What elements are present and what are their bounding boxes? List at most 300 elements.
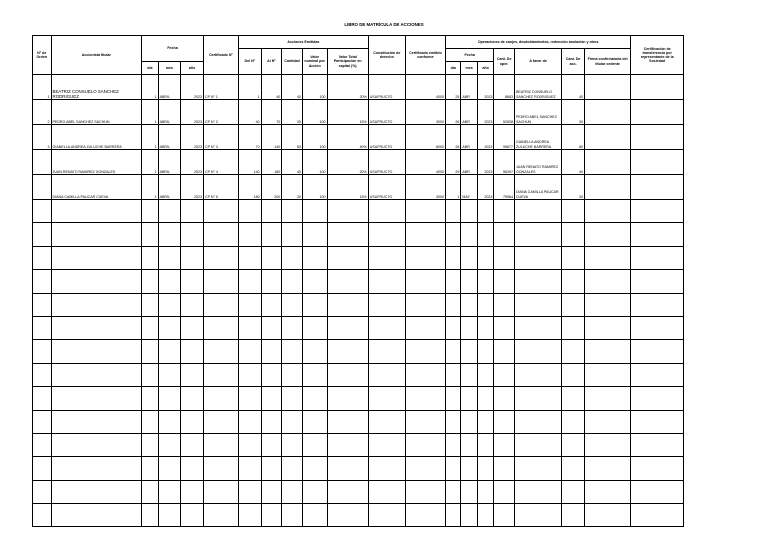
empty-cell[interactable] [445, 504, 460, 527]
empty-cell[interactable] [327, 387, 368, 410]
empty-cell[interactable] [238, 270, 261, 293]
empty-cell[interactable] [142, 316, 158, 339]
empty-cell[interactable] [142, 480, 158, 503]
empty-cell[interactable] [203, 363, 238, 386]
empty-cell[interactable] [405, 504, 445, 527]
empty-cell[interactable] [445, 480, 460, 503]
empty-cell[interactable] [51, 387, 142, 410]
empty-cell[interactable] [584, 433, 630, 456]
empty-cell[interactable] [158, 246, 181, 269]
empty-cell[interactable] [142, 363, 158, 386]
empty-cell[interactable] [514, 340, 561, 363]
empty-cell[interactable] [445, 340, 460, 363]
cell-certificacion[interactable] [631, 150, 684, 175]
empty-cell[interactable] [445, 270, 460, 293]
empty-cell[interactable] [584, 410, 630, 433]
empty-cell[interactable] [562, 433, 585, 456]
empty-cell[interactable] [514, 504, 561, 527]
empty-cell[interactable] [181, 410, 204, 433]
empty-cell[interactable] [514, 200, 561, 223]
empty-cell[interactable] [327, 504, 368, 527]
empty-cell[interactable] [261, 293, 282, 316]
empty-cell[interactable] [405, 293, 445, 316]
empty-cell[interactable] [33, 480, 52, 503]
empty-cell[interactable] [584, 200, 630, 223]
empty-cell[interactable] [238, 433, 261, 456]
empty-cell[interactable] [562, 480, 585, 503]
empty-cell[interactable] [261, 480, 282, 503]
empty-cell[interactable] [33, 363, 52, 386]
empty-cell[interactable] [584, 480, 630, 503]
empty-cell[interactable] [405, 433, 445, 456]
empty-cell[interactable] [368, 270, 405, 293]
empty-cell[interactable] [494, 504, 515, 527]
empty-cell[interactable] [494, 480, 515, 503]
empty-cell[interactable] [203, 293, 238, 316]
empty-cell[interactable] [33, 387, 52, 410]
empty-cell[interactable] [631, 316, 684, 339]
empty-cell[interactable] [181, 270, 204, 293]
empty-cell[interactable] [368, 457, 405, 480]
empty-cell[interactable] [494, 387, 515, 410]
empty-cell[interactable] [461, 223, 477, 246]
empty-cell[interactable] [33, 246, 52, 269]
empty-cell[interactable] [142, 270, 158, 293]
empty-cell[interactable] [158, 363, 181, 386]
empty-cell[interactable] [584, 246, 630, 269]
empty-cell[interactable] [584, 387, 630, 410]
empty-cell[interactable] [514, 246, 561, 269]
empty-cell[interactable] [368, 410, 405, 433]
empty-cell[interactable] [514, 363, 561, 386]
cell-firma[interactable] [584, 150, 630, 175]
empty-cell[interactable] [51, 363, 142, 386]
empty-cell[interactable] [238, 316, 261, 339]
empty-cell[interactable] [302, 270, 327, 293]
empty-cell[interactable] [631, 433, 684, 456]
empty-cell[interactable] [181, 293, 204, 316]
empty-cell[interactable] [33, 270, 52, 293]
empty-cell[interactable] [142, 223, 158, 246]
empty-cell[interactable] [282, 504, 303, 527]
empty-cell[interactable] [158, 433, 181, 456]
empty-cell[interactable] [302, 433, 327, 456]
empty-cell[interactable] [302, 387, 327, 410]
empty-cell[interactable] [584, 340, 630, 363]
empty-cell[interactable] [327, 200, 368, 223]
empty-cell[interactable] [368, 316, 405, 339]
empty-cell[interactable] [477, 200, 493, 223]
empty-cell[interactable] [282, 363, 303, 386]
empty-cell[interactable] [445, 246, 460, 269]
empty-cell[interactable] [461, 480, 477, 503]
empty-cell[interactable] [514, 293, 561, 316]
empty-cell[interactable] [514, 480, 561, 503]
empty-cell[interactable] [631, 504, 684, 527]
empty-cell[interactable] [261, 457, 282, 480]
empty-cell[interactable] [327, 480, 368, 503]
empty-cell[interactable] [327, 246, 368, 269]
empty-cell[interactable] [327, 457, 368, 480]
empty-cell[interactable] [158, 316, 181, 339]
empty-cell[interactable] [261, 410, 282, 433]
empty-cell[interactable] [494, 316, 515, 339]
empty-cell[interactable] [514, 223, 561, 246]
empty-cell[interactable] [238, 246, 261, 269]
empty-cell[interactable] [327, 316, 368, 339]
empty-cell[interactable] [405, 457, 445, 480]
empty-cell[interactable] [477, 480, 493, 503]
empty-cell[interactable] [158, 200, 181, 223]
empty-cell[interactable] [477, 270, 493, 293]
empty-cell[interactable] [368, 200, 405, 223]
empty-cell[interactable] [142, 246, 158, 269]
empty-cell[interactable] [33, 316, 52, 339]
empty-cell[interactable] [445, 433, 460, 456]
empty-cell[interactable] [282, 433, 303, 456]
empty-cell[interactable] [238, 504, 261, 527]
empty-cell[interactable] [461, 363, 477, 386]
empty-cell[interactable] [33, 293, 52, 316]
empty-cell[interactable] [562, 410, 585, 433]
empty-cell[interactable] [238, 363, 261, 386]
empty-cell[interactable] [302, 200, 327, 223]
empty-cell[interactable] [445, 410, 460, 433]
empty-cell[interactable] [302, 363, 327, 386]
empty-cell[interactable] [477, 363, 493, 386]
empty-cell[interactable] [494, 246, 515, 269]
empty-cell[interactable] [514, 457, 561, 480]
empty-cell[interactable] [203, 457, 238, 480]
empty-cell[interactable] [477, 316, 493, 339]
empty-cell[interactable] [33, 457, 52, 480]
empty-cell[interactable] [181, 457, 204, 480]
empty-cell[interactable] [282, 270, 303, 293]
empty-cell[interactable] [158, 340, 181, 363]
empty-cell[interactable] [261, 200, 282, 223]
empty-cell[interactable] [405, 316, 445, 339]
empty-cell[interactable] [302, 504, 327, 527]
empty-cell[interactable] [327, 223, 368, 246]
empty-cell[interactable] [631, 457, 684, 480]
empty-cell[interactable] [514, 410, 561, 433]
empty-cell[interactable] [203, 410, 238, 433]
empty-cell[interactable] [562, 340, 585, 363]
empty-cell[interactable] [368, 293, 405, 316]
empty-cell[interactable] [461, 340, 477, 363]
empty-cell[interactable] [181, 340, 204, 363]
empty-cell[interactable] [282, 410, 303, 433]
empty-cell[interactable] [461, 410, 477, 433]
empty-cell[interactable] [368, 504, 405, 527]
empty-cell[interactable] [33, 433, 52, 456]
empty-cell[interactable] [51, 200, 142, 223]
empty-cell[interactable] [477, 246, 493, 269]
empty-cell[interactable] [514, 316, 561, 339]
empty-cell[interactable] [494, 200, 515, 223]
empty-cell[interactable] [562, 363, 585, 386]
empty-cell[interactable] [33, 410, 52, 433]
empty-cell[interactable] [181, 433, 204, 456]
empty-cell[interactable] [368, 480, 405, 503]
empty-cell[interactable] [203, 270, 238, 293]
empty-cell[interactable] [405, 340, 445, 363]
empty-cell[interactable] [631, 480, 684, 503]
empty-cell[interactable] [261, 433, 282, 456]
empty-cell[interactable] [302, 316, 327, 339]
cell-firma[interactable] [584, 75, 630, 100]
empty-cell[interactable] [158, 387, 181, 410]
empty-cell[interactable] [302, 246, 327, 269]
empty-cell[interactable] [142, 410, 158, 433]
cell-firma[interactable] [584, 175, 630, 200]
empty-cell[interactable] [494, 457, 515, 480]
empty-cell[interactable] [282, 246, 303, 269]
empty-cell[interactable] [51, 316, 142, 339]
empty-cell[interactable] [51, 223, 142, 246]
empty-cell[interactable] [405, 363, 445, 386]
empty-cell[interactable] [327, 270, 368, 293]
empty-cell[interactable] [51, 270, 142, 293]
empty-cell[interactable] [405, 270, 445, 293]
empty-cell[interactable] [368, 387, 405, 410]
empty-cell[interactable] [562, 293, 585, 316]
cell-firma[interactable] [584, 100, 630, 125]
empty-cell[interactable] [327, 410, 368, 433]
empty-cell[interactable] [631, 200, 684, 223]
empty-cell[interactable] [461, 316, 477, 339]
empty-cell[interactable] [562, 200, 585, 223]
empty-cell[interactable] [282, 340, 303, 363]
empty-cell[interactable] [584, 316, 630, 339]
empty-cell[interactable] [405, 223, 445, 246]
empty-cell[interactable] [282, 457, 303, 480]
empty-cell[interactable] [477, 340, 493, 363]
empty-cell[interactable] [477, 433, 493, 456]
empty-cell[interactable] [327, 340, 368, 363]
empty-cell[interactable] [142, 293, 158, 316]
empty-cell[interactable] [261, 270, 282, 293]
empty-cell[interactable] [368, 433, 405, 456]
empty-cell[interactable] [631, 410, 684, 433]
empty-cell[interactable] [282, 316, 303, 339]
empty-cell[interactable] [181, 504, 204, 527]
empty-cell[interactable] [445, 293, 460, 316]
empty-cell[interactable] [562, 457, 585, 480]
empty-cell[interactable] [477, 387, 493, 410]
empty-cell[interactable] [302, 457, 327, 480]
empty-cell[interactable] [461, 293, 477, 316]
cell-certificacion[interactable] [631, 125, 684, 150]
empty-cell[interactable] [494, 270, 515, 293]
cell-certificacion[interactable] [631, 100, 684, 125]
empty-cell[interactable] [445, 200, 460, 223]
empty-cell[interactable] [158, 410, 181, 433]
empty-cell[interactable] [405, 387, 445, 410]
empty-cell[interactable] [631, 293, 684, 316]
empty-cell[interactable] [302, 293, 327, 316]
empty-cell[interactable] [445, 363, 460, 386]
empty-cell[interactable] [477, 457, 493, 480]
empty-cell[interactable] [51, 410, 142, 433]
empty-cell[interactable] [368, 363, 405, 386]
empty-cell[interactable] [302, 340, 327, 363]
empty-cell[interactable] [33, 340, 52, 363]
empty-cell[interactable] [445, 457, 460, 480]
empty-cell[interactable] [181, 387, 204, 410]
empty-cell[interactable] [562, 316, 585, 339]
empty-cell[interactable] [461, 270, 477, 293]
empty-cell[interactable] [181, 316, 204, 339]
empty-cell[interactable] [494, 363, 515, 386]
empty-cell[interactable] [261, 387, 282, 410]
empty-cell[interactable] [181, 480, 204, 503]
empty-cell[interactable] [461, 504, 477, 527]
empty-cell[interactable] [327, 433, 368, 456]
empty-cell[interactable] [158, 480, 181, 503]
empty-cell[interactable] [494, 293, 515, 316]
empty-cell[interactable] [631, 223, 684, 246]
empty-cell[interactable] [142, 200, 158, 223]
empty-cell[interactable] [327, 363, 368, 386]
empty-cell[interactable] [302, 480, 327, 503]
empty-cell[interactable] [158, 293, 181, 316]
empty-cell[interactable] [631, 340, 684, 363]
empty-cell[interactable] [584, 457, 630, 480]
empty-cell[interactable] [461, 246, 477, 269]
empty-cell[interactable] [327, 293, 368, 316]
empty-cell[interactable] [302, 410, 327, 433]
empty-cell[interactable] [461, 200, 477, 223]
empty-cell[interactable] [142, 457, 158, 480]
empty-cell[interactable] [203, 316, 238, 339]
empty-cell[interactable] [261, 363, 282, 386]
empty-cell[interactable] [261, 316, 282, 339]
empty-cell[interactable] [33, 223, 52, 246]
empty-cell[interactable] [461, 433, 477, 456]
empty-cell[interactable] [477, 293, 493, 316]
empty-cell[interactable] [494, 223, 515, 246]
empty-cell[interactable] [238, 457, 261, 480]
empty-cell[interactable] [562, 387, 585, 410]
empty-cell[interactable] [494, 433, 515, 456]
empty-cell[interactable] [494, 410, 515, 433]
empty-cell[interactable] [405, 410, 445, 433]
empty-cell[interactable] [33, 200, 52, 223]
empty-cell[interactable] [584, 363, 630, 386]
cell-certificacion[interactable] [631, 175, 684, 200]
empty-cell[interactable] [584, 504, 630, 527]
empty-cell[interactable] [51, 433, 142, 456]
empty-cell[interactable] [282, 223, 303, 246]
empty-cell[interactable] [203, 480, 238, 503]
empty-cell[interactable] [51, 504, 142, 527]
empty-cell[interactable] [261, 504, 282, 527]
empty-cell[interactable] [51, 340, 142, 363]
empty-cell[interactable] [203, 387, 238, 410]
cell-firma[interactable] [584, 125, 630, 150]
empty-cell[interactable] [261, 340, 282, 363]
empty-cell[interactable] [368, 246, 405, 269]
empty-cell[interactable] [181, 363, 204, 386]
empty-cell[interactable] [142, 433, 158, 456]
empty-cell[interactable] [158, 270, 181, 293]
empty-cell[interactable] [142, 504, 158, 527]
empty-cell[interactable] [562, 504, 585, 527]
empty-cell[interactable] [142, 340, 158, 363]
empty-cell[interactable] [203, 504, 238, 527]
empty-cell[interactable] [302, 223, 327, 246]
empty-cell[interactable] [238, 223, 261, 246]
empty-cell[interactable] [158, 457, 181, 480]
empty-cell[interactable] [514, 387, 561, 410]
empty-cell[interactable] [158, 504, 181, 527]
empty-cell[interactable] [405, 480, 445, 503]
empty-cell[interactable] [203, 200, 238, 223]
empty-cell[interactable] [584, 293, 630, 316]
empty-cell[interactable] [282, 480, 303, 503]
empty-cell[interactable] [282, 293, 303, 316]
empty-cell[interactable] [181, 246, 204, 269]
empty-cell[interactable] [238, 387, 261, 410]
empty-cell[interactable] [514, 433, 561, 456]
empty-cell[interactable] [238, 410, 261, 433]
empty-cell[interactable] [405, 200, 445, 223]
empty-cell[interactable] [238, 480, 261, 503]
empty-cell[interactable] [33, 504, 52, 527]
empty-cell[interactable] [51, 293, 142, 316]
empty-cell[interactable] [445, 223, 460, 246]
empty-cell[interactable] [562, 270, 585, 293]
empty-cell[interactable] [368, 223, 405, 246]
empty-cell[interactable] [477, 223, 493, 246]
empty-cell[interactable] [477, 504, 493, 527]
empty-cell[interactable] [584, 270, 630, 293]
empty-cell[interactable] [238, 293, 261, 316]
empty-cell[interactable] [181, 223, 204, 246]
empty-cell[interactable] [51, 457, 142, 480]
empty-cell[interactable] [238, 340, 261, 363]
empty-cell[interactable] [562, 246, 585, 269]
empty-cell[interactable] [368, 340, 405, 363]
empty-cell[interactable] [584, 223, 630, 246]
empty-cell[interactable] [494, 340, 515, 363]
empty-cell[interactable] [261, 246, 282, 269]
empty-cell[interactable] [203, 246, 238, 269]
empty-cell[interactable] [142, 387, 158, 410]
empty-cell[interactable] [282, 200, 303, 223]
empty-cell[interactable] [405, 246, 445, 269]
empty-cell[interactable] [461, 387, 477, 410]
empty-cell[interactable] [158, 223, 181, 246]
empty-cell[interactable] [445, 316, 460, 339]
empty-cell[interactable] [181, 200, 204, 223]
empty-cell[interactable] [203, 340, 238, 363]
empty-cell[interactable] [514, 270, 561, 293]
empty-cell[interactable] [238, 200, 261, 223]
empty-cell[interactable] [51, 246, 142, 269]
empty-cell[interactable] [203, 223, 238, 246]
empty-cell[interactable] [282, 387, 303, 410]
empty-cell[interactable] [631, 246, 684, 269]
empty-cell[interactable] [261, 223, 282, 246]
cell-certificacion[interactable] [631, 75, 684, 100]
empty-cell[interactable] [477, 410, 493, 433]
empty-cell[interactable] [51, 480, 142, 503]
empty-cell[interactable] [631, 270, 684, 293]
empty-cell[interactable] [631, 387, 684, 410]
empty-cell[interactable] [445, 387, 460, 410]
